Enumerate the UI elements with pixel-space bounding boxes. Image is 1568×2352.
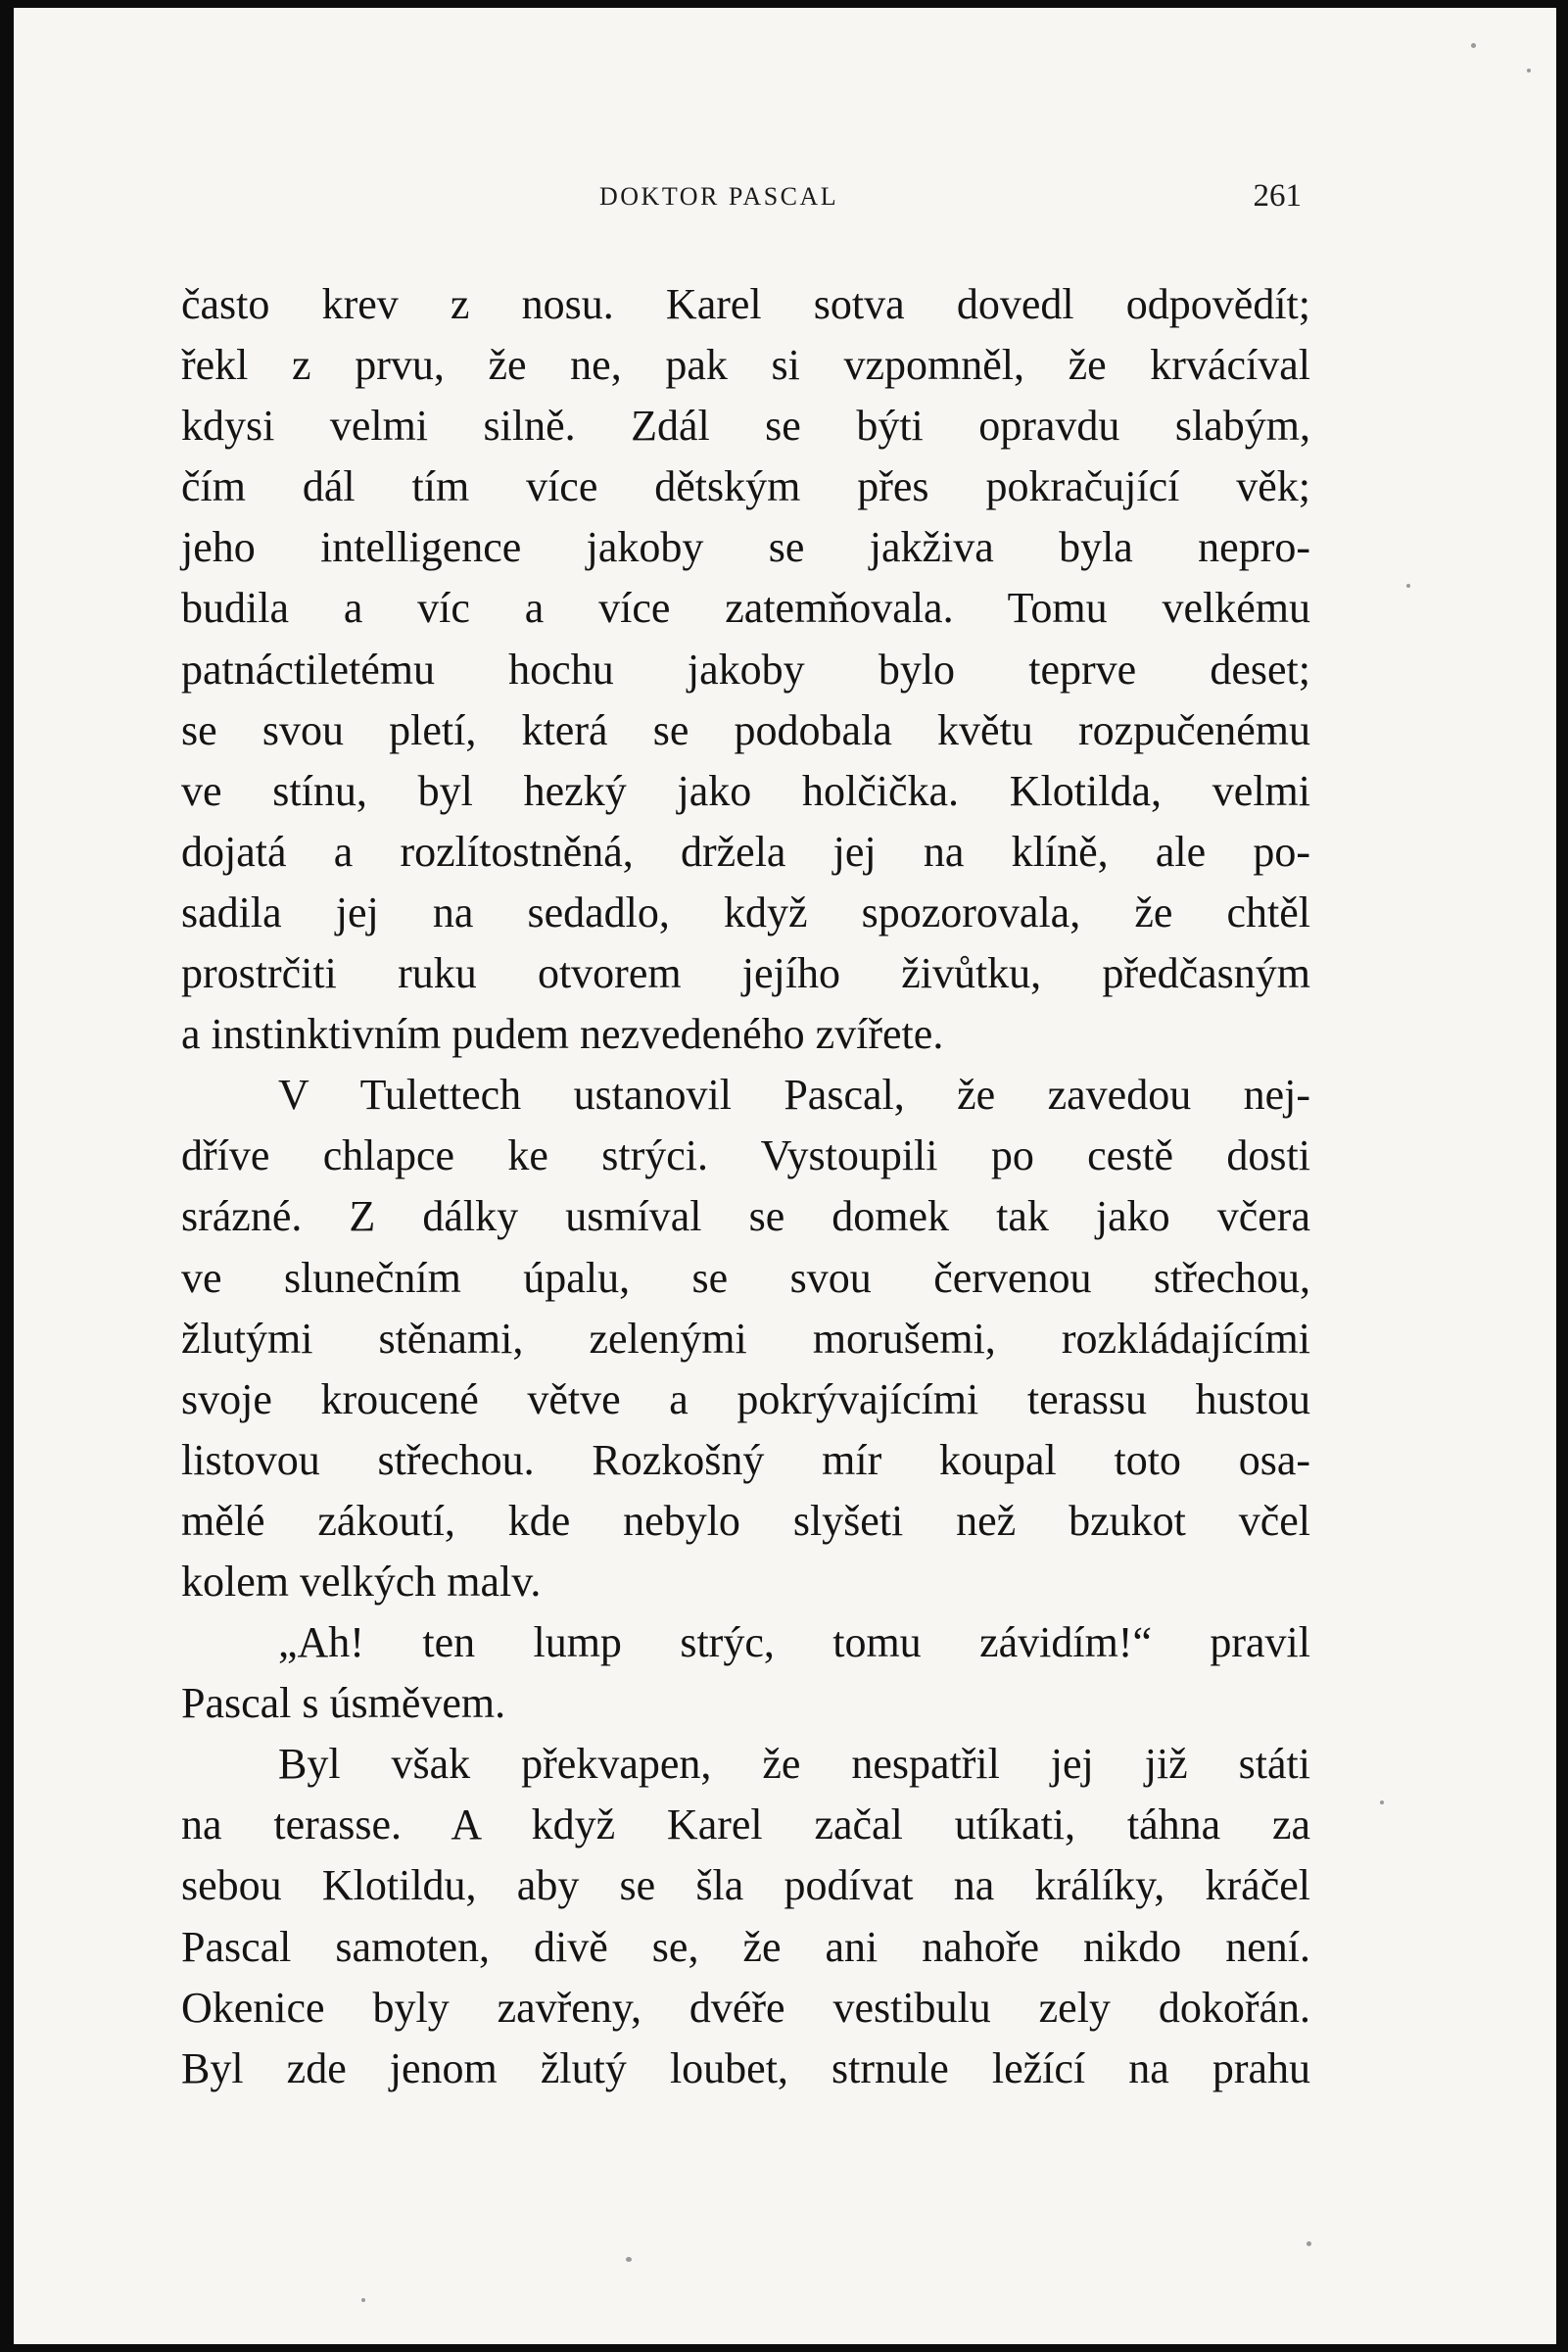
text-line: prostrčiti ruku otvorem jejího živůtku, předčasným bbox=[181, 949, 1310, 998]
page-header bbox=[14, 178, 1556, 221]
speck-mark bbox=[361, 2298, 365, 2302]
text-line: kdysi velmi silně. Zdál se býti opravdu slabým, bbox=[181, 402, 1310, 451]
body-text bbox=[181, 274, 1310, 2099]
text-line: sebou Klotildu, aby se šla podívat na králíky, kráčel bbox=[181, 1861, 1310, 1910]
text-line: často krev z nosu. Karel sotva dovedl odpovědít; bbox=[181, 280, 1310, 328]
text-line: svoje kroucené větve a pokrývajícími terassu hustou bbox=[181, 1374, 1310, 1423]
text-line: na terasse. A když Karel začal utíkati, táhna za bbox=[181, 1800, 1310, 1849]
speck-mark bbox=[1307, 2241, 1311, 2246]
speck-mark bbox=[1527, 69, 1531, 72]
text-line: čím dál tím více dětským přes pokračující věk; bbox=[181, 462, 1310, 511]
book-page bbox=[14, 8, 1556, 2344]
text-line: Pascal s úsměvem. bbox=[181, 1679, 506, 1728]
text-line: jeho intelligence jakoby se jakživa byla nepro- bbox=[181, 523, 1310, 572]
text-line: kolem velkých malv. bbox=[181, 1557, 542, 1606]
text-line: Pascal samoten, divě se, že ani nahoře nikdo není. bbox=[181, 1922, 1310, 1971]
text-line: budila a víc a více zatemňovala. Tomu velkému bbox=[181, 584, 1310, 633]
speck-mark bbox=[626, 2257, 632, 2262]
text-line: řekl z prvu, že ne, pak si vzpomněl, že krvácíval bbox=[181, 341, 1310, 390]
text-line: žlutými stěnami, zelenými morušemi, rozkládajícími bbox=[181, 1314, 1310, 1363]
text-line: dříve chlapce ke strýci. Vystoupili po cestě dosti bbox=[181, 1131, 1310, 1180]
text-line: ve slunečním úpalu, se svou červenou střechou, bbox=[181, 1253, 1310, 1302]
text-line: dojatá a rozlítostněná, držela jej na klíně, ale po- bbox=[181, 827, 1310, 876]
text-line: V Tulettech ustanovil Pascal, že zavedou nej- bbox=[278, 1071, 1310, 1120]
text-line: a instinktivním pudem nezvedeného zvířete. bbox=[181, 1010, 944, 1059]
running-title: DOKTOR PASCAL bbox=[599, 182, 839, 211]
speck-mark bbox=[1380, 1800, 1384, 1804]
text-line: listovou střechou. Rozkošný mír koupal toto osa- bbox=[181, 1435, 1310, 1484]
text-line: se svou pletí, která se podobala květu rozpučenému bbox=[181, 705, 1310, 754]
page-number: 261 bbox=[1253, 178, 1302, 214]
text-line: sadila jej na sedadlo, když spozorovala, že chtěl bbox=[181, 888, 1310, 936]
text-line: srázné. Z dálky usmíval se domek tak jako včera bbox=[181, 1192, 1310, 1241]
speck-mark bbox=[1406, 584, 1410, 588]
text-line: ve stínu, byl hezký jako holčička. Klotilda, velmi bbox=[181, 766, 1310, 815]
text-line: Byl zde jenom žlutý loubet, strnule ležící na prahu bbox=[181, 2043, 1310, 2092]
text-line: patnáctiletému hochu jakoby bylo teprve deset; bbox=[181, 645, 1310, 694]
text-line: Okenice byly zavřeny, dvéře vestibulu zely dokořán. bbox=[181, 1983, 1310, 2032]
text-line: Byl však překvapen, že nespatřil jej již státi bbox=[278, 1740, 1310, 1789]
text-line: „Ah! ten lump strýc, tomu závidím!“ pravil bbox=[278, 1618, 1310, 1667]
speck-mark bbox=[1471, 43, 1476, 48]
text-line: mělé zákoutí, kde nebylo slyšeti než bzukot včel bbox=[181, 1496, 1310, 1545]
